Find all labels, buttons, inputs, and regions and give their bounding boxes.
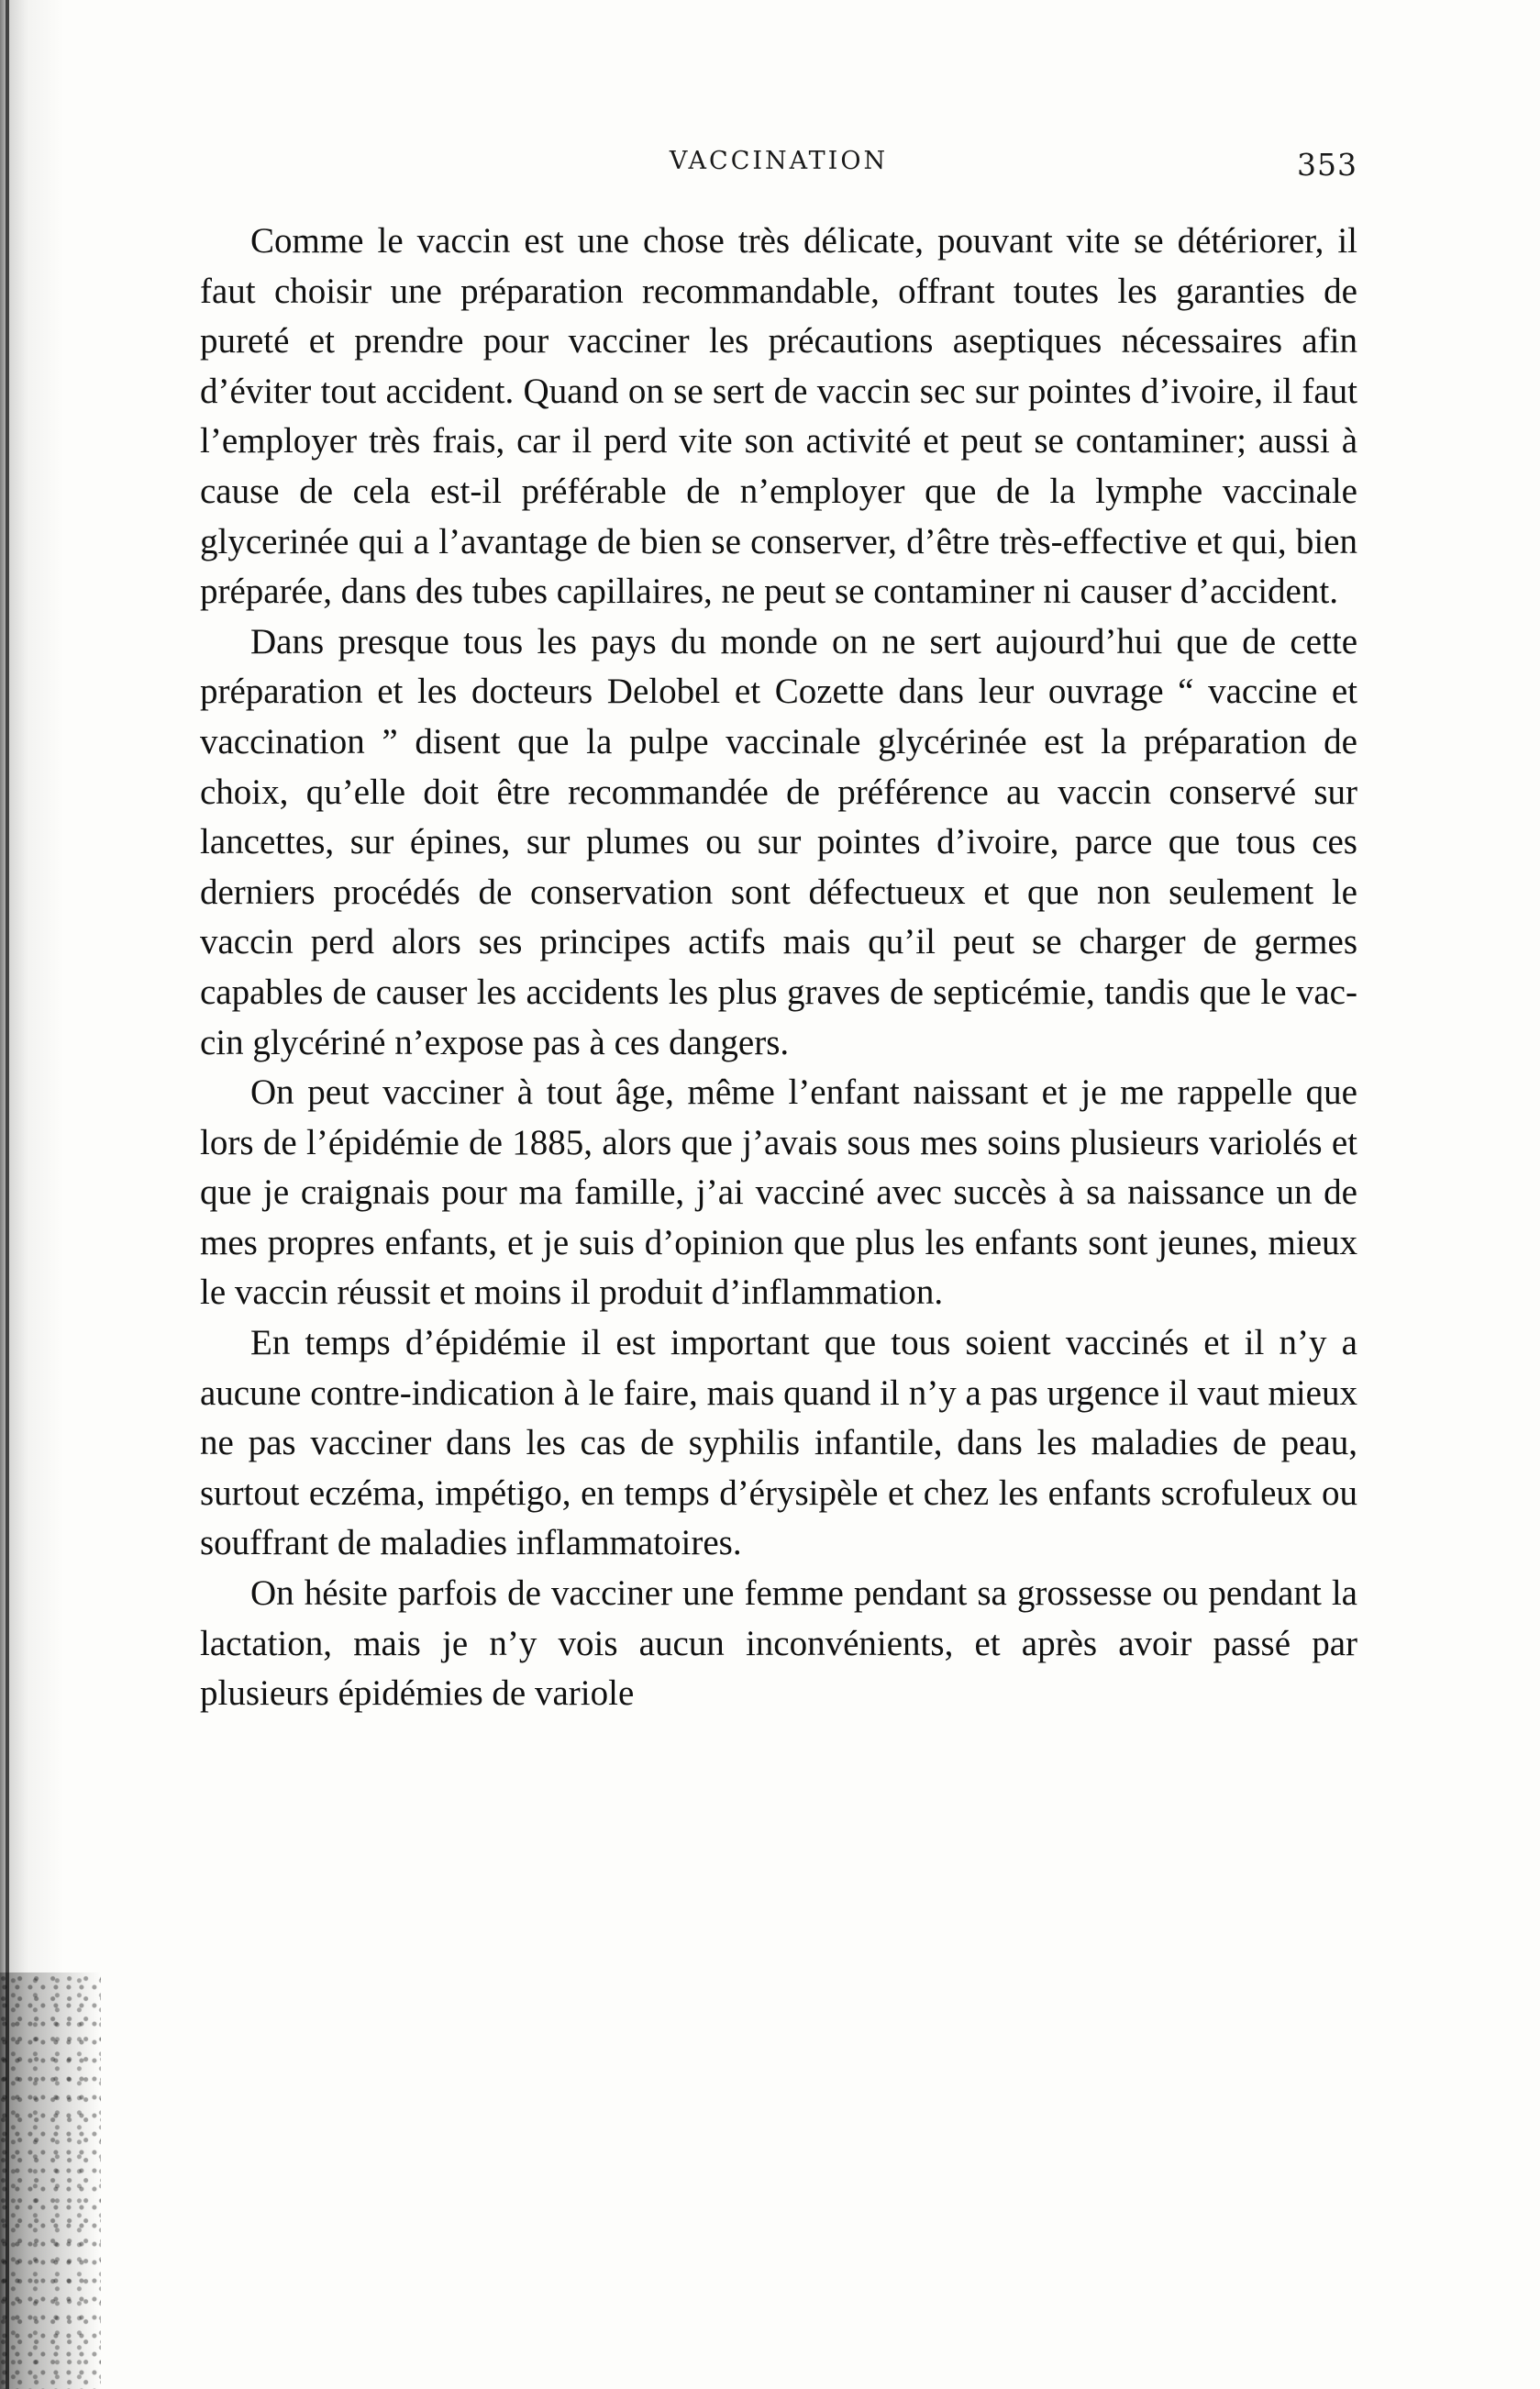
paragraph: Dans presque tous les pays du monde on ne sert aujourd’hui que de cette préparation et les docteurs Delobel et Cozette dans leur ouvrage “ vaccine et vaccination ” disent que la pulpe vaccinale glycérinée est la préparation de choix, qu’elle doit être recommandée de préférence au vaccin conservé sur lancettes, sur épines, sur plumes ou sur pointes d’ivoire, parce que tous ces derniers procédés de conservation sont défectueux et que non seulement le vaccin perd alors ses principes actifs mais qu’il peut se charger de germes capables de causer les accidents les plus graves de septicémie, tandis que le vaccin glycériné n’expose pas à ces dangers.	[200, 621, 1357, 1062]
binding-edge-speckle	[0, 1972, 101, 2389]
page-number: 353	[1297, 147, 1357, 183]
paragraph: On hésite parfois de vacciner une femme pendant sa grossesse ou pendant la lactation, mais je n’y vois aucun inconvénients, et après avoir passé par plusieurs épidémies de variole	[200, 1573, 1357, 1714]
running-head: VACCINATION	[669, 147, 889, 175]
paragraph: On peut vacciner à tout âge, même l’enfant naissant et je me rappelle que lors de l’épidémie de 1885, alors que j’avais sous mes soins plusieurs variolés et que je craignais pour ma famille, j’ai vacciné avec succès à sa naissance un de mes propres enfants, et je suis d’opinion que plus les enfants sont jeunes, mieux le vaccin réussit et moins il produit d’inflammation.	[200, 1072, 1357, 1313]
paragraph: En temps d’épidémie il est important que tous soient vaccinés et il n’y a aucune contre-indication à le faire, mais quand il n’y a pas urgence il vaut mieux ne pas vacciner dans les cas de syphilis infantile, dans les maladies de peau, surtout eczéma, impétigo, en temps d’érysipèle et chez les enfants scrofuleux ou souffrant de maladies inflammatoires.	[200, 1323, 1357, 1563]
paragraph: Comme le vaccin est une chose très délicate, pouvant vite se détériorer, il faut choisir une préparation recommandable, offrant toutes les garanties de pureté et prendre pour vacciner les précautions aseptiques nécessaires afin d’éviter tout accident. Quand on se sert de vaccin sec sur pointes d’ivoire, il faut l’employer très frais, car il perd vite son activité et peut se contaminer; aussi à cause de cela est-il préférable de n’employer que de la lymphe vaccinale glycerinée qui a l’avantage de bien se conserver, d’être très-effective et qui, bien préparée, dans des tubes capillaires, ne peut se contaminer ni causer d’accident.	[200, 221, 1357, 612]
body-text	[200, 217, 1357, 1719]
page-header	[200, 147, 1357, 193]
